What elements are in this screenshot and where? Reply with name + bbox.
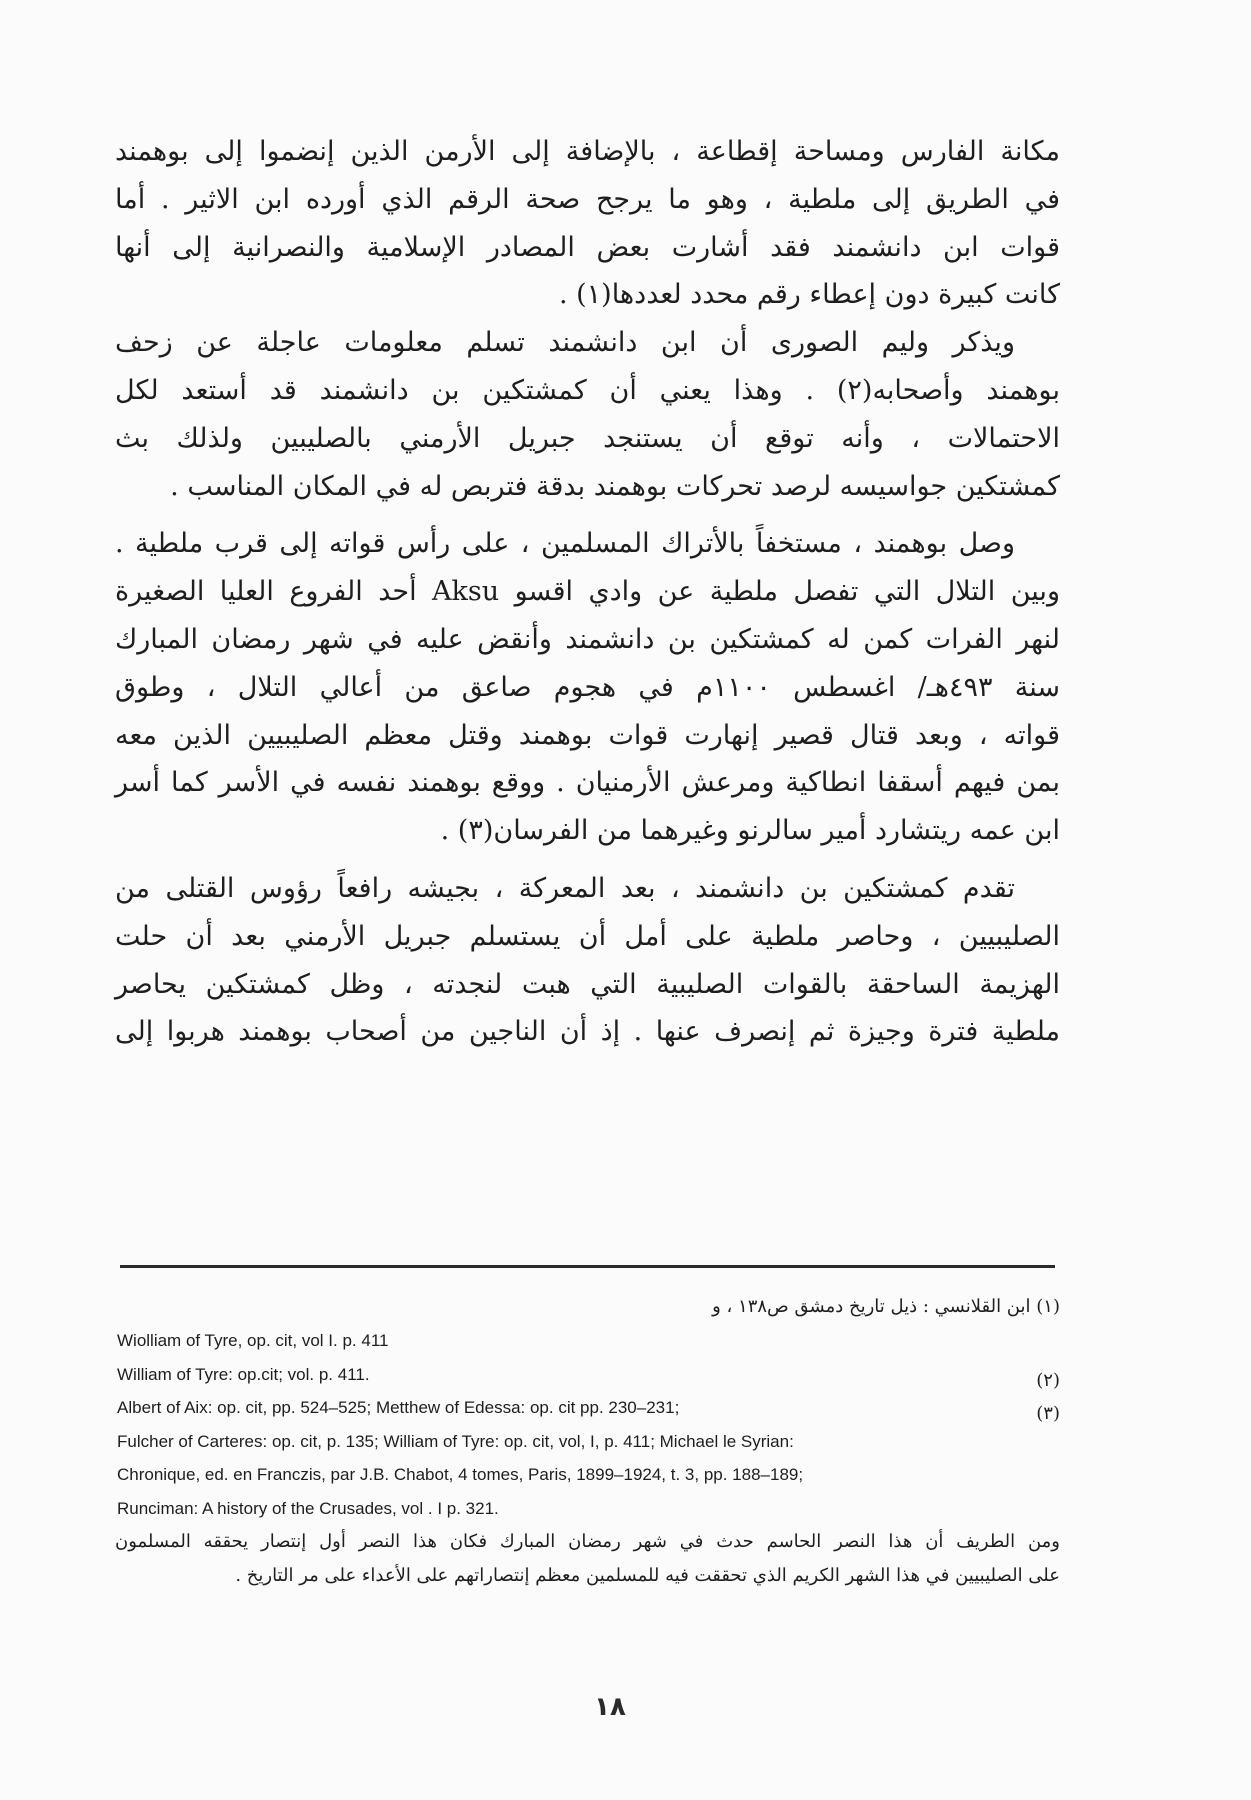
footnote-3-marker: (٣) — [1036, 1403, 1060, 1424]
text-line: الاحتمالات ، وأنه توقع أن يستنجد جبريل الأرمني بالصليبين ولذلك بث — [115, 422, 1060, 454]
paragraph — [115, 128, 1060, 319]
footnote-3-arabic-line-2: على الصليبيين في هذا الشهر الكريم الذي تحققت فيه للمسلمين معظم إنتصاراتهم على الأعداء على مر التاريخ . — [235, 1565, 1060, 1586]
text-line: ابن عمه ريتشارد أمير سالرنو وغيرهما من الفرسان(٣) . — [440, 815, 1060, 847]
text-line: كمشتكين جواسيسه لرصد تحركات بوهمند بدقة فتربص له في المكان المناسب . — [170, 470, 1060, 502]
text-line: ملطية فترة وجيزة ثم إنصرف عنها . إذ أن الناجين من أصحاب بوهمند هربوا إلى — [115, 1016, 1060, 1048]
footnote-3-text-1: Albert of Aix: op. cit, pp. 524–525; Metthew of Edessa: op. cit pp. 230–231; — [117, 1398, 680, 1417]
footnote-separator-rule — [120, 1265, 1055, 1268]
text-line: لنهر الفرات كمن له كمشتكين بن دانشمند وأنقض عليه في شهر رمضان المبارك — [115, 623, 1060, 655]
body-text — [115, 128, 1060, 1056]
main-text-block — [115, 128, 1060, 1056]
footnote-3-line-4: Runciman: A history of the Crusades, vol . I p. 321. — [117, 1498, 499, 1518]
footnote-1-text: ابن القلانسي : ذيل تاريخ دمشق ص١٣٨ ، و — [712, 1296, 1031, 1317]
footnote-2-text: William of Tyre: op.cit; vol. p. 411. — [117, 1364, 370, 1384]
text-line: ويذكر وليم الصورى أن ابن دانشمند تسلم معلومات عاجلة عن زحف — [115, 327, 1015, 359]
page-number: ١٨ — [594, 1692, 626, 1722]
footnote-1-english: Wiolliam of Tyre, op. cit, vol I. p. 411 — [117, 1331, 389, 1350]
text-line: مكانة الفارس ومساحة إقطاعة ، بالإضافة إلى الأرمن الذين إنضموا إلى بوهمند — [115, 136, 1060, 167]
footnote-2 — [115, 1358, 1060, 1392]
paragraph — [115, 319, 1060, 510]
paragraph — [115, 520, 1060, 855]
footnote-3-line-3: Chronique, ed. en Franczis, par J.B. Chabot, 4 tomes, Paris, 1899–1924, t. 3, pp. 188–189; — [117, 1465, 804, 1484]
text-line: في الطريق إلى ملطية ، وهو ما يرجح صحة الرقم الذي أورده ابن الاثير . أما — [115, 183, 1060, 215]
text-line: الهزيمة الساحقة بالقوات الصليبية التي هبت لنجدته ، وظل كمشتكين يحاصر — [115, 968, 1060, 1000]
footnote-1-arabic — [115, 1290, 1060, 1324]
text-line: بمن فيهم أسقفا انطاكية ومرعش الأرمنيان . ووقع بوهمند نفسه في الأسر كما أسر — [115, 767, 1060, 799]
footnote-3-arabic-line-1: ومن الطريف أن هذا النصر الحاسم حدث في شهر رمضان المبارك فكان هذا النصر أول إنتصار يحققه المسلمون — [115, 1531, 1060, 1552]
text-line: وصل بوهمند ، مستخفاً بالأتراك المسلمين ، على رأس قواته إلى قرب ملطية . — [115, 528, 1015, 560]
text-line: سنة ٤٩٣هـ/ اغسطس ١١٠٠م في هجوم صاعق من أعالي التلال ، وطوق — [115, 671, 1060, 703]
text-line: كانت كبيرة دون إعطاء رقم محدد لعددها(١) . — [558, 279, 1060, 311]
text-line: قوات ابن دانشمند فقد أشارت بعض المصادر الإسلامية والنصرانية إلى أنها — [115, 231, 1060, 263]
text-line: قواته ، وبعد قتال قصير إنهارت قوات بوهمند وقتل معظم الصليبيين الذين معه — [115, 719, 1060, 751]
paragraph-gap — [115, 855, 1060, 865]
footnote-2-marker: (٢) — [1036, 1369, 1060, 1391]
text-line: وبين التلال التي تفصل ملطية عن وادي اقسو Aksu أحد الفروع العليا الصغيرة — [115, 576, 1060, 608]
text-line: الصليبيين ، وحاصر ملطية على أمل أن يستسلم جبريل الأرمني بعد أن حلت — [115, 920, 1060, 952]
footnote-3-line-2: Fulcher of Carteres: op. cit, p. 135; William of Tyre: op. cit, vol, I, p. 411; Michael le Syrian: — [117, 1431, 794, 1451]
text-line: تقدم كمشتكين بن دانشمند ، بعد المعركة ، بجيشه رافعاً رؤوس القتلى من — [115, 872, 1015, 904]
paragraph-gap — [115, 510, 1060, 520]
paragraph — [115, 865, 1060, 1056]
footnote-1-marker: (١) — [1036, 1296, 1060, 1317]
footnote-3-line-1 — [115, 1391, 1060, 1425]
text-line: بوهمند وأصحابه(٢) . وهذا يعني أن كمشتكين بن دانشمند قد أستعد لكل — [115, 374, 1061, 406]
footnotes — [115, 1290, 1060, 1593]
